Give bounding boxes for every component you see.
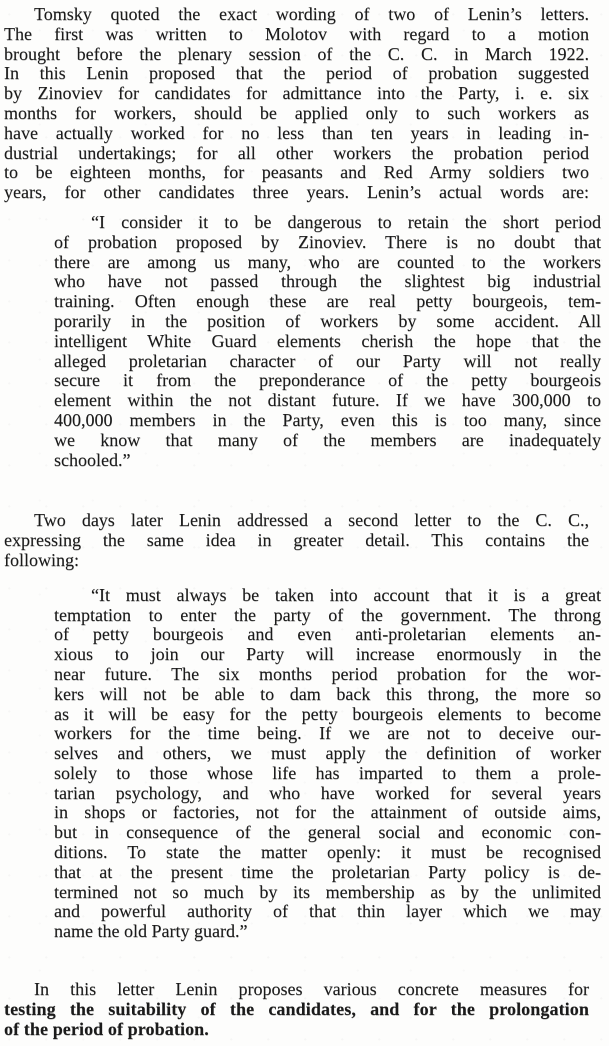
- text-line: tarian psychology, and who have worked for several years: [54, 782, 601, 803]
- text-line: ditions. To state the matter openly: it must be recognised: [54, 842, 601, 863]
- text-line: secure it from the preponderance of the petty bourgeois: [54, 370, 601, 391]
- text-line: workers for the time being. If we are not to deceive our-: [54, 723, 601, 744]
- text-line: schooled.”: [54, 449, 131, 470]
- text-line: of probation proposed by Zinoviev. There is no doubt that: [54, 231, 601, 252]
- text-line: have actually worked for no less than ten years in leading in-: [4, 122, 589, 143]
- text-line: near future. The six months period probation for the wor-: [54, 663, 601, 684]
- text-line: xious to join our Party will increase enormously in the: [54, 644, 601, 665]
- text-line: “It must always be taken into account that it is a great: [91, 584, 601, 605]
- text-line: element within the not distant future. If we have 300,000 to: [54, 390, 601, 411]
- text-line: there are among us many, who are counted to the workers: [54, 251, 601, 272]
- text-line: “I consider it to be dangerous to retain the short period: [91, 211, 601, 232]
- text-line: to be eighteen months, for peasants and Red Army soldiers two: [4, 162, 589, 183]
- text-line: months for workers, should be applied only to such workers as: [4, 102, 589, 123]
- text-line: of the period of probation.: [4, 1018, 209, 1039]
- text-line: expressing the same idea in greater detail. This contains the: [4, 530, 589, 551]
- text-line: but in consequence of the general social and economic con-: [54, 822, 601, 843]
- lenin-second-letter-quote: [54, 586, 601, 942]
- text-line: in shops or factories, not for the attainment of outside aims,: [54, 802, 601, 823]
- text-line: years, for other candidates three years. Lenin’s actual words are:: [4, 182, 589, 203]
- text-line: who have not passed through the slightest big industrial: [54, 271, 601, 292]
- text-line: temptation to enter the party of the government. The throng: [54, 604, 601, 625]
- text-line: name the old Party guard.”: [54, 921, 248, 942]
- text-line: following:: [4, 549, 79, 570]
- intro-paragraph: [4, 5, 589, 203]
- text-line: testing the suitability of the candidates, and for the prolongation: [4, 998, 589, 1019]
- document-text: [4, 4, 601, 1039]
- text-line: training. Often enough these are real petty bourgeois, tem-: [54, 291, 601, 312]
- text-line: selves and others, we must apply the definition of worker: [54, 743, 601, 764]
- text-line: brought before the plenary session of the C. C. in March 1922.: [4, 43, 589, 64]
- text-line: of petty bourgeois and even anti-proletarian elements an-: [54, 624, 601, 645]
- text-line: termined not so much by its membership as by the unlimited: [54, 881, 601, 902]
- text-line: In this Lenin proposed that the period of probation suggested: [4, 63, 589, 84]
- second-letter-intro-paragraph: [4, 511, 589, 570]
- text-line: In this letter Lenin proposes various concrete measures for: [34, 979, 589, 1000]
- text-line: alleged proletarian character of our Party will not really: [54, 350, 601, 371]
- text-line: by Zinoviev for candidates for admittance into the Party, i. e. six: [4, 83, 589, 104]
- text-line: dustrial undertakings; for all other workers the probation period: [4, 142, 589, 163]
- text-line: we know that many of the members are inadequately: [54, 429, 601, 450]
- text-line: intelligent White Guard elements cherish the hope that the: [54, 330, 601, 351]
- lenin-first-letter-quote: [54, 213, 601, 470]
- closing-paragraph: [4, 980, 589, 1039]
- text-line: that at the present time the proletarian Party policy is de-: [54, 861, 601, 882]
- text-line: 400,000 members in the Party, even this is too many, since: [54, 409, 601, 430]
- text-line: The first was written to Molotov with regard to a motion: [4, 23, 589, 44]
- text-line: and powerful authority of that thin layer which we may: [54, 901, 601, 922]
- text-line: solely to those whose life has imparted to them a prole-: [54, 762, 601, 783]
- text-line: Two days later Lenin addressed a second letter to the C. C.,: [34, 510, 589, 531]
- text-line: Tomsky quoted the exact wording of two of Lenin’s letters.: [34, 4, 589, 24]
- text-line: porarily in the position of workers by some accident. All: [54, 310, 601, 331]
- text-line: kers will not be able to dam back this throng, the more so: [54, 683, 601, 704]
- text-line: as it will be easy for the petty bourgeois elements to become: [54, 703, 601, 724]
